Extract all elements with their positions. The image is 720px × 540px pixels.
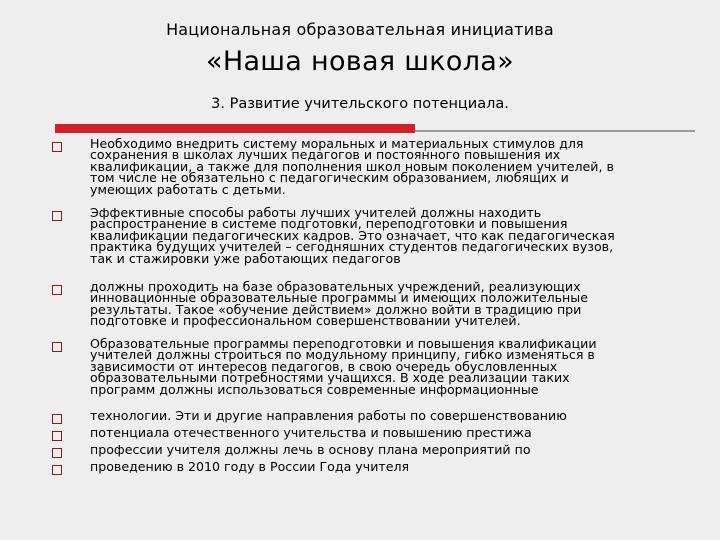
slide-supertitle: Национальная образовательная инициатива xyxy=(166,20,554,39)
bullet-text: Необходимо внедрить систему моральных и материальных стимулов для сохранения в школах лучших педагогов и постоянного повышения их квалификации, а также для пополнения школ новым поколением учителей, в том числе не обязательно с педагогическим образованием, любящих и умеющих работать с детьми. xyxy=(90,136,614,197)
square-bullet-icon xyxy=(52,465,62,475)
square-bullet-icon xyxy=(52,285,62,295)
square-bullet-icon xyxy=(52,414,62,424)
square-bullet-icon xyxy=(52,211,62,221)
square-bullet-icon xyxy=(52,431,62,441)
square-bullet-icon xyxy=(52,142,62,152)
bullet-text: профессии учителя должны лечь в основу плана мероприятий по xyxy=(90,442,531,457)
title-divider xyxy=(55,124,695,133)
slide-subtitle: 3. Развитие учительского потенциала. xyxy=(211,96,509,112)
bullet-text: Образовательные программы переподготовки и повышения квалификации учителей должны строиться по модульному принципу, гибко изменяться в зависимости от интересов педагогов, в свою очередь обусловленных образовательными потребностями учащихся. В ходе реализации таких программ должны использоваться современные информационные xyxy=(90,336,597,397)
square-bullet-icon xyxy=(52,448,62,458)
square-bullet-icon xyxy=(52,342,62,352)
bullet-text: технологии. Эти и другие направления работы по совершенствованию xyxy=(90,408,567,423)
slide-title: «Наша новая школа» xyxy=(206,46,514,77)
bullet-text: Эффективные способы работы лучших учителей должны находить распространение в системе подготовки, переподготовки и повышения квалификации педагогических кадров. Это означает, что как педагогическая практика будущих учителей – сегодняшних студентов педагогических вузов, так и стажировки уже работающих педагогов xyxy=(90,205,615,266)
bullet-text: потенциала отечественного учительства и повышению престижа xyxy=(90,425,532,440)
divider-gray-line xyxy=(415,130,695,132)
bullet-text: проведению в 2010 году в России Года учителя xyxy=(90,459,410,474)
divider-red-bar xyxy=(55,124,415,133)
bullet-text: должны проходить на базе образовательных учреждений, реализующих инновационные образовательные программы и имеющих положительные результаты. Такое «обучение действием» должно войти в традицию при подготовке и профессиональном совершенствовании учителей. xyxy=(90,279,588,329)
